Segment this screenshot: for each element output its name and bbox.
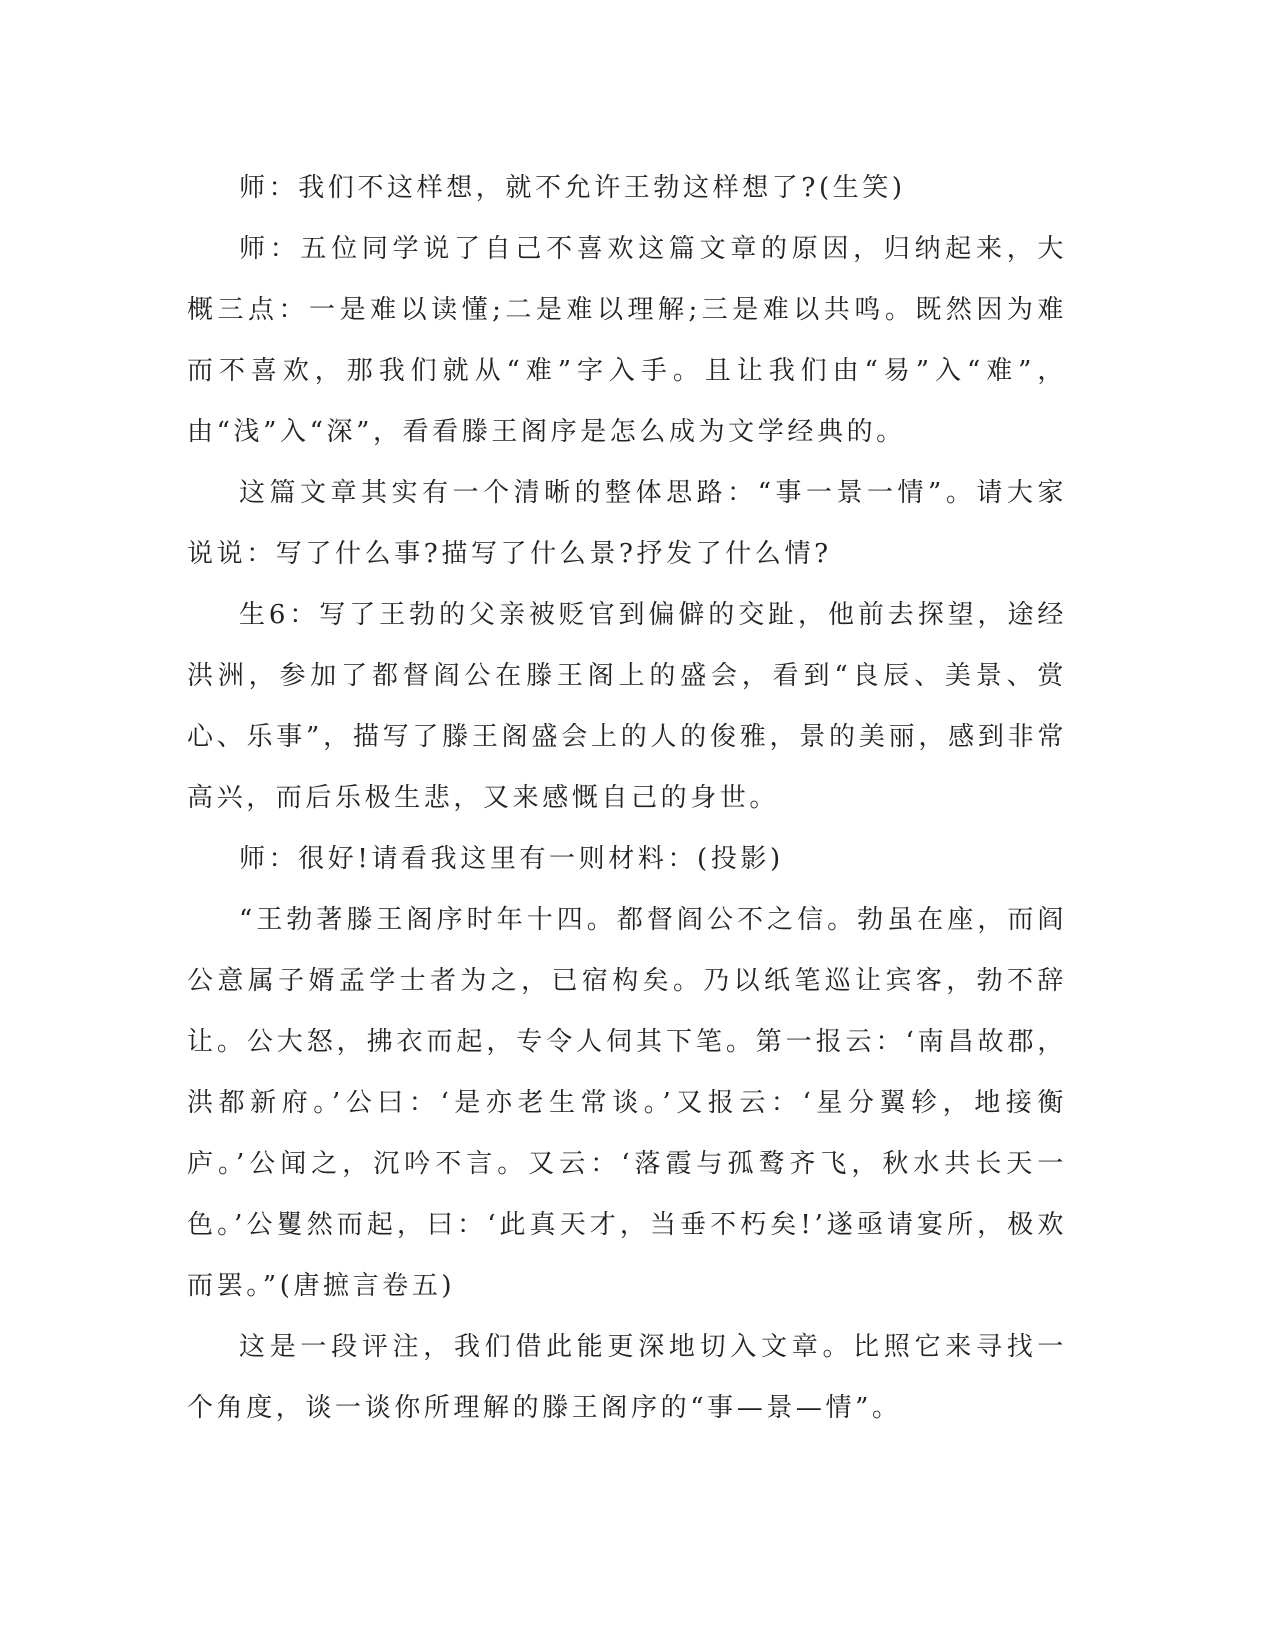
paragraph-teacher-remark: 师：我们不这样想，就不允许王勃这样想了?(生笑)	[239, 173, 906, 203]
paragraph-teacher-summary: 师：五位同学说了自己不喜欢这篇文章的原因，归纳起来，大概三点：一是难以读懂;二是难以理解;三是难以共鸣。既然因为难而不喜欢，那我们就从“难”字入手。且让我们由“易”入“难”，由“浅”入“深”，看看滕王阁序是怎么成为文学经典的。	[187, 234, 1067, 447]
paragraph-quoted-material: “王勃著滕王阁序时年十四。都督阎公不之信。勃虽在座，而阎公意属子婿孟学士者为之，已宿构矣。乃以纸笔巡让宾客，勃不辞让。公大怒，拂衣而起，专令人伺其下笔。第一报云：‘南昌故郡，洪都新府。’公曰：‘是亦老生常谈。’又报云：‘星分翼轸，地接衡庐。’公闻之，沉吟不言。又云：‘落霞与孤鹜齐飞，秋水共长天一色。’公矍然而起，曰：‘此真天才，当垂不朽矣!’遂亟请宴所，极欢而罢。”(唐摭言卷五)	[187, 905, 1067, 1301]
paragraph-teacher-material: 师：很好!请看我这里有一则材料：(投影)	[239, 844, 784, 874]
paragraph-overall-structure: 这篇文章其实有一个清晰的整体思路：“事一景一情”。请大家说说：写了什么事?描写了什么景?抒发了什么情?	[187, 478, 1067, 569]
paragraph-commentary: 这是一段评注，我们借此能更深地切入文章。比照它来寻找一个角度，谈一谈你所理解的滕王阁序的“事—景—情”。	[187, 1332, 1067, 1423]
document-body	[187, 158, 1067, 1439]
paragraph-student-answer: 生6：写了王勃的父亲被贬官到偏僻的交趾，他前去探望，途经洪洲，参加了都督阎公在滕王阁上的盛会，看到“良辰、美景、赏心、乐事”，描写了滕王阁盛会上的人的俊雅，景的美丽，感到非常高兴，而后乐极生悲，又来感慨自己的身世。	[187, 600, 1067, 813]
